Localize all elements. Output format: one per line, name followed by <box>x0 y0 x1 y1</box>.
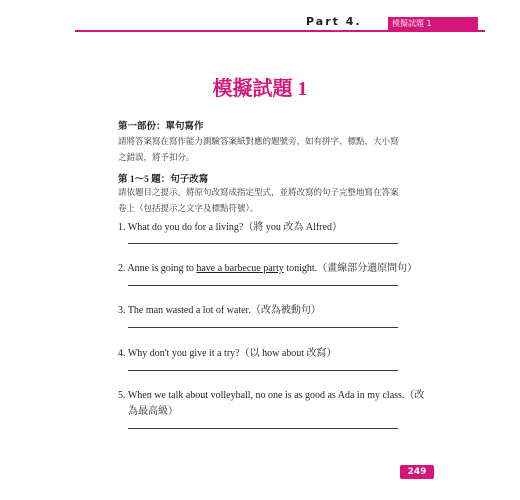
question-2-text-start: 2. Anne is going to <box>118 263 197 274</box>
section-heading-q1-5: 第 1～5 題：句子改寫 <box>118 175 209 185</box>
answer-line-1 <box>128 243 398 244</box>
section-instructions-q1-5: 請依題目之提示，將原句改寫成指定型式，並將改寫的句子完整地寫在答案卷上（包括提示之文字及標點符號）。 <box>118 187 399 213</box>
question-5-line-1: 5. When we talk about volleyball, no one is as good as Ada in my class.（改 <box>118 390 425 401</box>
header-rule <box>75 30 485 32</box>
page-number: 249 <box>400 465 434 479</box>
question-2 <box>118 261 418 277</box>
answer-line-3 <box>128 327 398 328</box>
question-5-line-2: 為最高級） <box>128 406 178 417</box>
section-instructions-part1: 請將答案寫在寫作能力測驗答案紙對應的題號旁，如有拼字、標點、大小寫之錯誤，將予扣分。 <box>118 136 399 162</box>
page-title: 模擬試題 1 <box>212 78 308 100</box>
answer-line-5 <box>128 428 398 429</box>
header-tag: 模擬試題 1 <box>388 17 478 30</box>
section-heading-part1: 第一部份：單句寫作 <box>118 122 204 132</box>
answer-line-4 <box>128 370 398 371</box>
question-2-underlined: have a barbecue party <box>196 263 284 274</box>
part-label: Part 4. <box>306 15 362 28</box>
answer-line-2 <box>128 285 398 286</box>
question-4: 4. Why don't you give it a try?（以 how about 改寫） <box>118 348 337 359</box>
question-2-text-end: tonight.（畫線部分遺原問句） <box>283 263 418 274</box>
question-3: 3. The man wasted a lot of water.（改為被動句） <box>118 305 321 316</box>
question-1: 1. What do you do for a living?（將 you 改為 Alfred） <box>118 222 342 233</box>
